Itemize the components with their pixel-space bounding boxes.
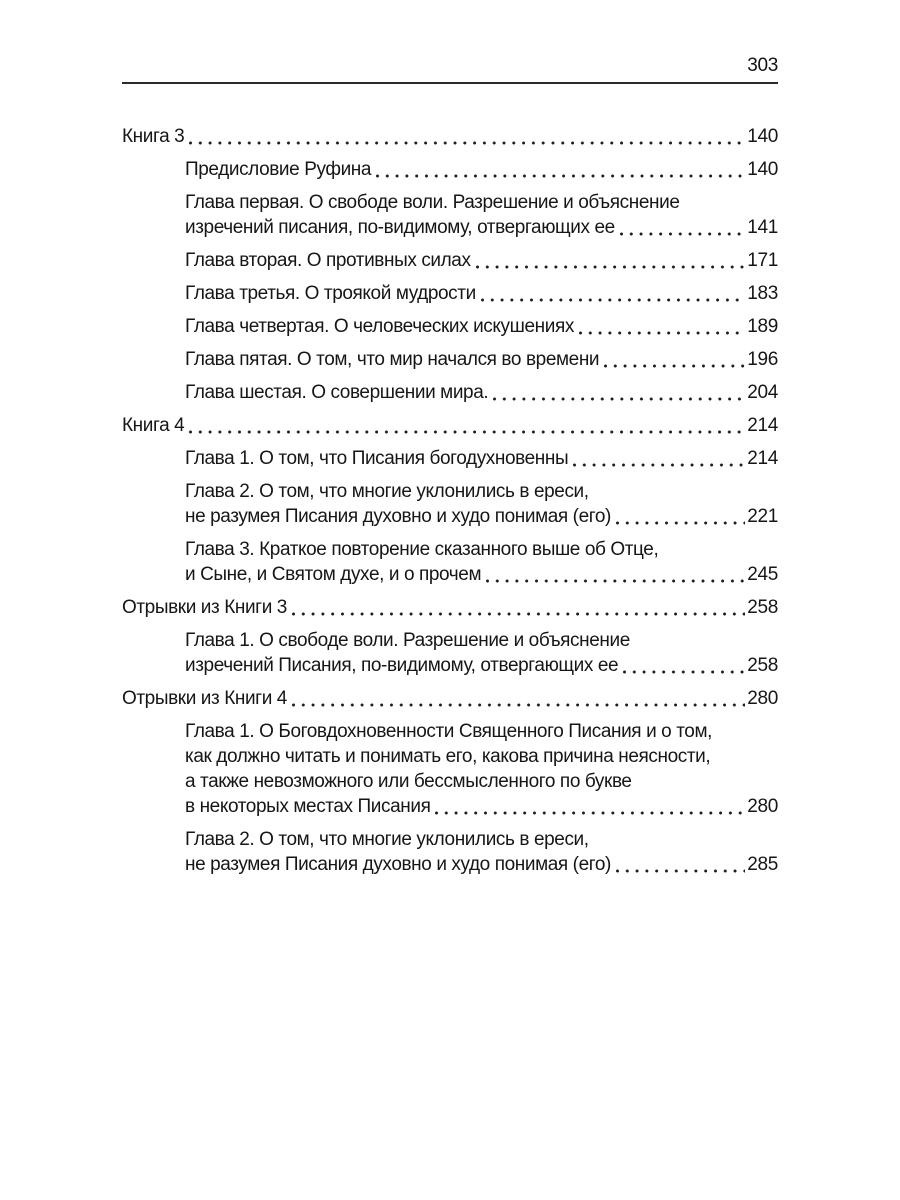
- toc-entry-text: Глава вторая. О противных силах: [185, 250, 471, 271]
- dot-leader: [572, 462, 745, 468]
- toc-entry-line: [185, 380, 778, 405]
- toc-page-number: 140: [747, 159, 778, 180]
- toc-page-number: 285: [747, 854, 778, 875]
- toc-page-number: 214: [747, 415, 778, 436]
- toc-entry-text: не разумея Писания духовно и худо понимая (его): [185, 506, 611, 527]
- toc-page-number: 245: [747, 564, 778, 585]
- toc-entry-line: [122, 124, 778, 149]
- toc-entry-text: Глава 2. О том, что многие уклонились в ереси,: [185, 481, 589, 502]
- dot-leader: [619, 231, 745, 237]
- toc-entry: [122, 281, 778, 306]
- toc-entry-text: Глава четвертая. О человеческих искушениях: [185, 316, 574, 337]
- toc-entry: [122, 380, 778, 405]
- toc-entry-text: Глава 1. О свободе воли. Разрешение и объяснение: [185, 630, 630, 651]
- toc-entry-text: не разумея Писания духовно и худо понимая (его): [185, 854, 611, 875]
- toc-entry-line: [185, 157, 778, 182]
- toc-entry-text: Глава 1. О том, что Писания богодухновенны: [185, 448, 569, 469]
- toc-entry-line: [185, 852, 778, 877]
- toc-entry-line: [185, 248, 778, 273]
- toc-entry-line: [122, 413, 778, 438]
- toc-page-number: 280: [747, 688, 778, 709]
- toc-page-number: 189: [747, 316, 778, 337]
- toc-entry: [122, 827, 778, 877]
- toc-entry-text: и Сыне, и Святом духе, и о прочем: [185, 564, 482, 585]
- toc-entry-text: Книга 3: [122, 126, 185, 147]
- toc-entry: [122, 347, 778, 372]
- dot-leader: [492, 396, 745, 402]
- dot-leader: [615, 868, 745, 874]
- toc-page-number: 140: [747, 126, 778, 147]
- toc-page-number: 258: [747, 655, 778, 676]
- toc-entry-text: Глава шестая. О совершении мира.: [185, 382, 489, 403]
- toc-entry: [122, 479, 778, 529]
- toc-entry: [122, 248, 778, 273]
- toc-entry-line: [185, 215, 778, 240]
- dot-leader: [291, 611, 745, 617]
- toc-entry-text: в некоторых местах Писания: [185, 796, 431, 817]
- toc-list: [122, 124, 778, 877]
- toc-entry-text: Книга 4: [122, 415, 185, 436]
- dot-leader: [188, 429, 745, 435]
- dot-leader: [603, 363, 745, 369]
- toc-entry: [122, 719, 778, 819]
- toc-entry-text: Глава 3. Краткое повторение сказанного выше об Отце,: [185, 539, 659, 560]
- toc-entry-line: [185, 744, 778, 769]
- toc-entry: [122, 157, 778, 182]
- toc-page-number: 141: [747, 217, 778, 238]
- toc-entry-line: [185, 446, 778, 471]
- dot-leader: [291, 702, 745, 708]
- dot-leader: [188, 140, 745, 146]
- dot-leader: [434, 810, 745, 816]
- toc-entry-line: [185, 653, 778, 678]
- toc-entry: [122, 537, 778, 587]
- toc-entry-text: Отрывки из Книги 3: [122, 597, 287, 618]
- dot-leader: [375, 173, 745, 179]
- book-page: [122, 0, 778, 877]
- dot-leader: [578, 330, 745, 336]
- toc-entry: [122, 124, 778, 149]
- toc-entry-line: [185, 794, 778, 819]
- toc-entry-text: изречений писания, по-видимому, отвергающих ее: [185, 217, 615, 238]
- toc-entry-line: [185, 562, 778, 587]
- toc-entry: [122, 595, 778, 620]
- dot-leader: [615, 520, 745, 526]
- toc-entry-text: Глава первая. О свободе воли. Разрешение и объяснение: [185, 192, 680, 213]
- toc-entry-line: [185, 504, 778, 529]
- toc-page-number: 171: [747, 250, 778, 271]
- toc-entry-line: [185, 628, 778, 653]
- toc-entry-text: как должно читать и понимать его, какова причина неясности,: [185, 746, 711, 767]
- header-rule: [122, 82, 778, 84]
- dot-leader: [485, 578, 745, 584]
- toc-page-number: 258: [747, 597, 778, 618]
- toc-entry-line: [185, 719, 778, 744]
- toc-entry: [122, 628, 778, 678]
- toc-entry-line: [185, 314, 778, 339]
- toc-entry-text: Глава 1. О Боговдохновенности Священного Писания и о том,: [185, 721, 713, 742]
- toc-entry-line: [185, 769, 778, 794]
- toc-entry-text: Отрывки из Книги 4: [122, 688, 287, 709]
- dot-leader: [475, 264, 746, 270]
- toc-page-number: 183: [747, 283, 778, 304]
- toc-entry-text: Предисловие Руфина: [185, 159, 372, 180]
- toc-entry-text: Глава пятая. О том, что мир начался во времени: [185, 349, 600, 370]
- toc-entry: [122, 686, 778, 711]
- toc-entry-text: Глава третья. О троякой мудрости: [185, 283, 476, 304]
- toc-page-number: 280: [747, 796, 778, 817]
- dot-leader: [622, 669, 745, 675]
- toc-page-number: 214: [747, 448, 778, 469]
- page-number-header: 303: [747, 55, 778, 76]
- toc-entry: [122, 446, 778, 471]
- toc-entry: [122, 190, 778, 240]
- toc-entry-line: [185, 347, 778, 372]
- toc-entry-line: [122, 595, 778, 620]
- toc-entry-line: [185, 190, 778, 215]
- toc-entry-line: [185, 537, 778, 562]
- toc-entry-line: [122, 686, 778, 711]
- toc-entry-text: а также невозможного или бессмысленного по букве: [185, 771, 632, 792]
- toc-page-number: 221: [747, 506, 778, 527]
- toc-entry-text: Глава 2. О том, что многие уклонились в ереси,: [185, 829, 589, 850]
- toc-entry-line: [185, 479, 778, 504]
- toc-page-number: 204: [747, 382, 778, 403]
- dot-leader: [480, 297, 745, 303]
- toc-entry-line: [185, 827, 778, 852]
- toc-entry-text: изречений Писания, по-видимому, отвергающих ее: [185, 655, 619, 676]
- toc-entry: [122, 413, 778, 438]
- toc-page-number: 196: [747, 349, 778, 370]
- toc-entry-line: [185, 281, 778, 306]
- toc-entry: [122, 314, 778, 339]
